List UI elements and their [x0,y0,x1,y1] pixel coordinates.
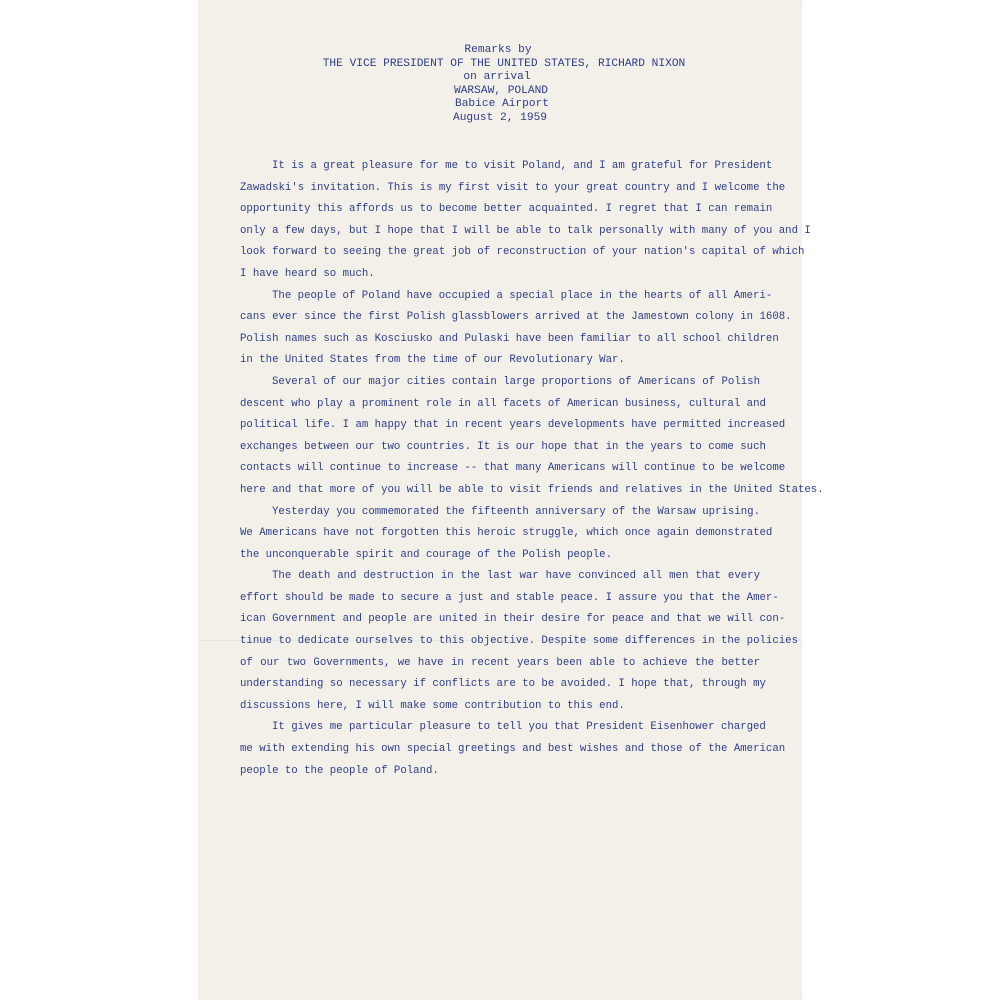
text-line: contacts will continue to increase -- that many Americans will continue to be welcome [240,462,786,475]
text-line: in the United States from the time of our Revolutionary War. [240,354,625,367]
text-line: The people of Poland have occupied a special place in the hearts of all Ameri- [272,289,773,302]
text-line: political life. I am happy that in recent years developments have permitted increased [240,419,786,432]
document-body [240,156,824,782]
text-line: here and that more of you will be able to visit friends and relatives in the United States. [240,483,824,496]
paragraph [240,372,824,502]
text-line: Yesterday you commemorated the fifteenth anniversary of the Warsaw uprising. [272,505,760,518]
text-line: of our two Governments, we have in recent years been able to achieve the better [240,656,760,669]
document-heading [198,44,802,126]
document-page [198,0,824,1000]
text-line: We Americans have not forgotten this heroic struggle, which once again demonstrated [240,527,773,540]
text-line: tinue to dedicate ourselves to this objective. Despite some differences in the policies [240,635,798,648]
text-line: the unconquerable spirit and courage of the Polish people. [240,548,612,561]
text-line: cans ever since the first Polish glassblowers arrived at the Jamestown colony in 1608. [240,311,792,324]
heading-occasion: on arrival [463,71,531,84]
paragraph [240,717,786,782]
text-line: look forward to seeing the great job of reconstruction of your nation's capital of which [240,246,805,259]
text-line: It gives me particular pleasure to tell you that President Eisenhower charged [272,721,766,734]
text-line: The death and destruction in the last war have convinced all men that every [272,570,760,583]
text-line: exchanges between our two countries. It is our hope that in the years to come such [240,440,766,453]
text-line: only a few days, but I hope that I will be able to talk personally with many of you and I [240,224,811,237]
heading-location: WARSAW, POLAND [454,84,548,97]
text-line: ican Government and people are united in their desire for peace and that we will con- [240,613,786,626]
heading-speaker: THE VICE PRESIDENT OF THE UNITED STATES, RICHARD NIXON [322,57,686,70]
text-line: effort should be made to secure a just and stable peace. I assure you that the Amer- [240,591,779,604]
paragraph [240,286,792,372]
text-line: It is a great pleasure for me to visit Poland, and I am grateful for President [272,160,773,172]
paragraph [240,502,773,567]
heading-airport: Babice Airport [455,98,549,111]
text-line: I have heard so much. [240,267,375,280]
text-line: people to the people of Poland. [240,764,439,777]
text-line: Polish names such as Kosciusko and Pulaski have been familiar to all school children [240,332,779,345]
heading-date: August 2, 1959 [453,111,547,124]
heading-remarks: Remarks by [464,44,532,56]
text-line: Zawadski's invitation. This is my first visit to your great country and I welcome the [240,181,786,194]
paragraph [240,156,811,286]
paragraph [240,566,798,717]
text-line: Several of our major cities contain large proportions of Americans of Polish [272,375,760,388]
text-line: me with extending his own special greetings and best wishes and those of the American [240,743,786,756]
text-line: opportunity this affords us to become better acquainted. I regret that I can remain [240,203,773,216]
text-line: descent who play a prominent role in all facets of American business, cultural and [240,397,766,410]
text-line: understanding so necessary if conflicts are to be avoided. I hope that, through my [240,678,766,691]
text-line: discussions here, I will make some contribution to this end. [240,699,625,712]
